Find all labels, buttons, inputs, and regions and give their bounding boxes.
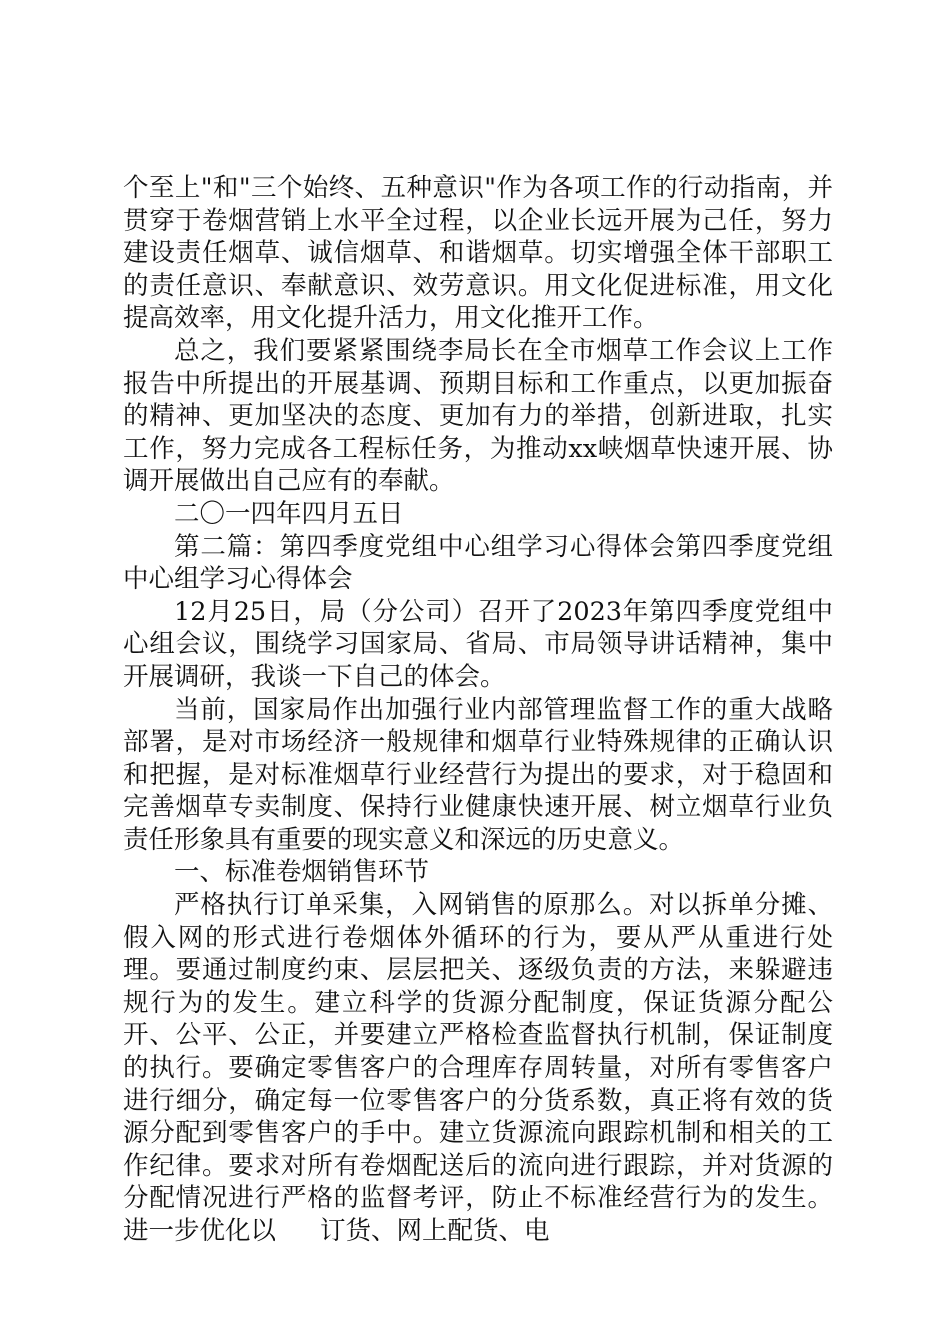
- paragraph-meeting: 12月25日，局（分公司）召开了2023年第四季度党组中心组会议，围绕学习国家局、省局、市局领导讲话精神，集中开展调研，我谈一下自己的体会。: [123, 596, 833, 692]
- section-title-chapter-two: 第二篇：第四季度党组中心组学习心得体会第四季度党组中心组学习心得体会: [123, 531, 833, 595]
- heading-sales-link: 一、标准卷烟销售环节: [174, 857, 430, 888]
- paragraph-order-collection-body: 严格执行订单采集，入网销售的原那么。对以拆单分摊、假入网的形式进行卷烟体外循环的行为，要从严从重进行处理。要通过制度约束、层层把关、逐级负责的方法，来躲避违规行为的发生。建立科学的货源分配制度，保证货源分配公开、公平、公正，并要建立严格检查监督执行机制，保证制度的执行。要确定零售客户的合理库存周转量，对所有零售客户进行细分，确定每一位零售客户的分货系数，真正将有效的货源分配到零售客户的手中。建立货源流向跟踪机制和相关的工作纪律。要求对所有卷烟配送后的流向进行跟踪，并对货源的分配情况进行严格的监督考评，防止不标准经营行为的发生。进一步优化以: [123, 890, 833, 1246]
- document-page: [123, 172, 833, 1248]
- paragraph-current-situation: 当前，国家局作出加强行业内部管理监督工作的重大战略部署，是对市场经济一般规律和烟草行业特殊规律的正确认识和把握，是对标准烟草行业经营行为提出的要求，对于稳固和完善烟草专卖制度、保持行业健康快速开展、树立烟草行业负责任形象具有重要的现实意义和深远的历史意义。: [123, 694, 833, 855]
- paragraph-date: 二〇一四年四月五日: [174, 498, 404, 529]
- paragraph-order-collection: [123, 889, 833, 1248]
- paragraph-summary: 总之，我们要紧紧围绕李局长在全市烟草工作会议上工作报告中所提出的开展基调、预期目标和工作重点，以更加振奋的精神、更加坚决的态度、更加有力的举措，创新进取，扎实工作，努力完成各工程标任务，为推动xx峡烟草快速开展、协调开展做出自己应有的奉献。: [123, 335, 833, 497]
- paragraph-culture: 个至上"和"三个始终、五种意识"作为各项工作的行动指南，并贯穿于卷烟营销上水平全过程，以企业长远开展为己任，努力建设责任烟草、诚信烟草、和谐烟草。切实增强全体干部职工的责任意识、奉献意识、效劳意识。用文化促进标准，用文化提高效率，用文化提升活力，用文化推开工作。: [123, 173, 833, 334]
- paragraph-order-collection-tail: 订货、网上配货、电: [320, 1216, 550, 1246]
